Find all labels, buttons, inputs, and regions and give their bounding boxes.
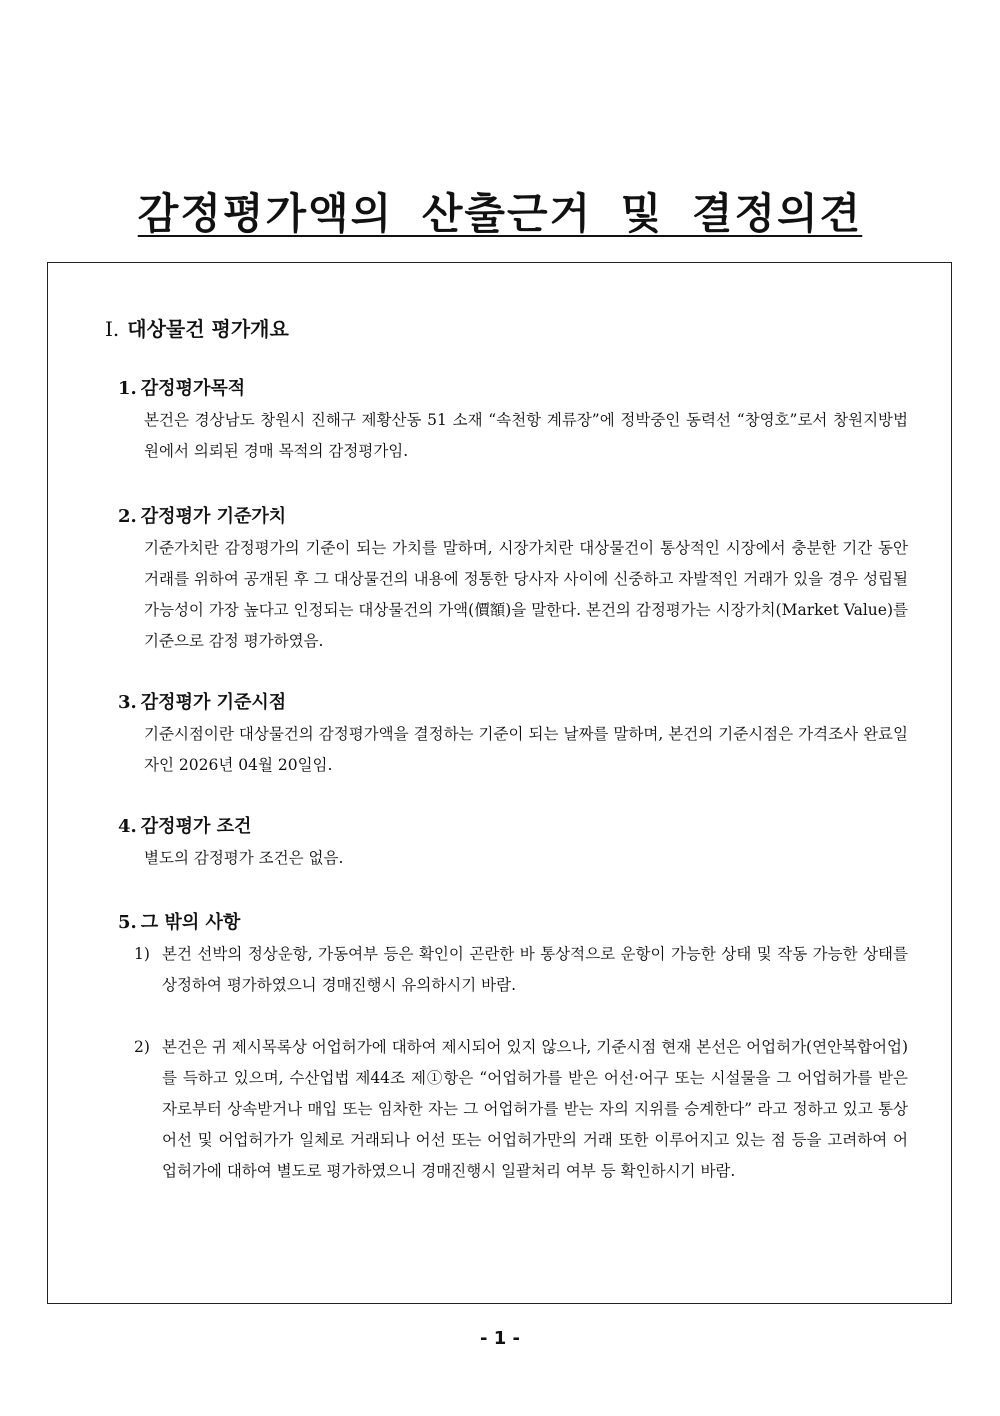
list-item-number: 1)	[134, 945, 150, 963]
content-box	[47, 262, 952, 1304]
subsection-heading-text: 감정평가 기준가치	[140, 506, 287, 527]
subsection-number: 4.	[118, 816, 137, 837]
section-numeral: Ⅰ.	[105, 317, 120, 341]
document-title-text: 감정평가액의 산출근거 및 결정의견	[137, 189, 863, 239]
list-item-number: 2)	[134, 1038, 150, 1056]
subsection-heading-text: 감정평가목적	[140, 378, 246, 399]
document-title	[0, 186, 1000, 242]
subsection-paragraph: 기준시점이란 대상물건의 감정평가액을 결정하는 기준이 되는 날짜를 말하며, 본건의 기준시점은 가격조사 완료일자인 2026년 04월 20일임.	[144, 725, 908, 774]
list-item	[134, 939, 908, 1001]
list-item	[134, 1032, 908, 1187]
section-heading-text: 대상물건 평가개요	[127, 317, 289, 341]
subsection-number: 2.	[118, 506, 137, 527]
subsection-purpose	[118, 375, 918, 467]
subsection-conditions	[118, 813, 918, 874]
subsection-paragraph: 본건은 경상남도 창원시 진해구 제황산동 51 소재 “속천항 계류장”에 정박중인 동력선 “창영호”로서 창원지방법원에서 의뢰된 경매 목적의 감정평가임.	[144, 411, 908, 460]
subsection-paragraph: 기준가치란 감정평가의 기준이 되는 가치를 말하며, 시장가치란 대상물건이 통상적인 시장에서 충분한 기간 동안 거래를 위하여 공개된 후 그 대상물건의 내용에 정통한 당사자 사이에 신중하고 자발적인 거래가 있을 경우 성립될 가능성이 가장 높다고 인정되는 대상물건의 가액(價額)을 말한다. 본건의 감정평가는 시장가치(Market Value)를 기준으로 감정 평가하였음.	[144, 539, 908, 650]
list-item-text: 본건 선박의 정상운항, 가동여부 등은 확인이 곤란한 바 통상적으로 운항이 가능한 상태 및 작동 가능한 상태를 상정하여 평가하였으니 경매진행시 유의하시기 바람.	[162, 945, 908, 994]
subsection-heading	[118, 375, 918, 403]
subsection-number: 1.	[118, 378, 137, 399]
subsection-number: 3.	[118, 692, 137, 713]
subsection-heading-text: 감정평가 조건	[140, 816, 252, 837]
list-item-text: 본건은 귀 제시목록상 어업허가에 대하여 제시되어 있지 않으나, 기준시점 현재 본선은 어업허가(연안복합어업)를 득하고 있으며, 수산업법 제44조 제①항은 “어업허가를 받은 어선·어구 또는 시설물을 그 어업허가를 받은 자로부터 상속받거나 매입 또는 임차한 자는 그 어업허가를 받는 자의 지위를 승계한다” 라고 정하고 있고 통상 어선 및 어업허가가 일체로 거래되나 어선 또는 어업허가만의 거래 또한 이루어지고 있는 점 등을 고려하여 어업허가에 대하여 별도로 평가하였으니 경매진행시 일괄처리 여부 등 확인하시기 바람.	[162, 1038, 908, 1180]
page-number: - 1 -	[480, 1328, 520, 1349]
subsection-standard-value	[118, 503, 918, 657]
subsection-heading-text: 감정평가 기준시점	[140, 692, 287, 713]
subsection-heading	[118, 503, 918, 531]
subsection-heading	[118, 689, 918, 717]
subsection-heading-text: 그 밖의 사항	[140, 912, 241, 933]
subsection-number: 5.	[118, 912, 137, 933]
list-spacer	[118, 1001, 918, 1032]
subsection-heading	[118, 909, 918, 937]
subsection-heading	[118, 813, 918, 841]
subsection-other-matters	[118, 909, 918, 1187]
section-heading	[105, 315, 289, 343]
subsection-paragraph: 별도의 감정평가 조건은 없음.	[144, 849, 344, 867]
subsection-base-date	[118, 689, 918, 781]
